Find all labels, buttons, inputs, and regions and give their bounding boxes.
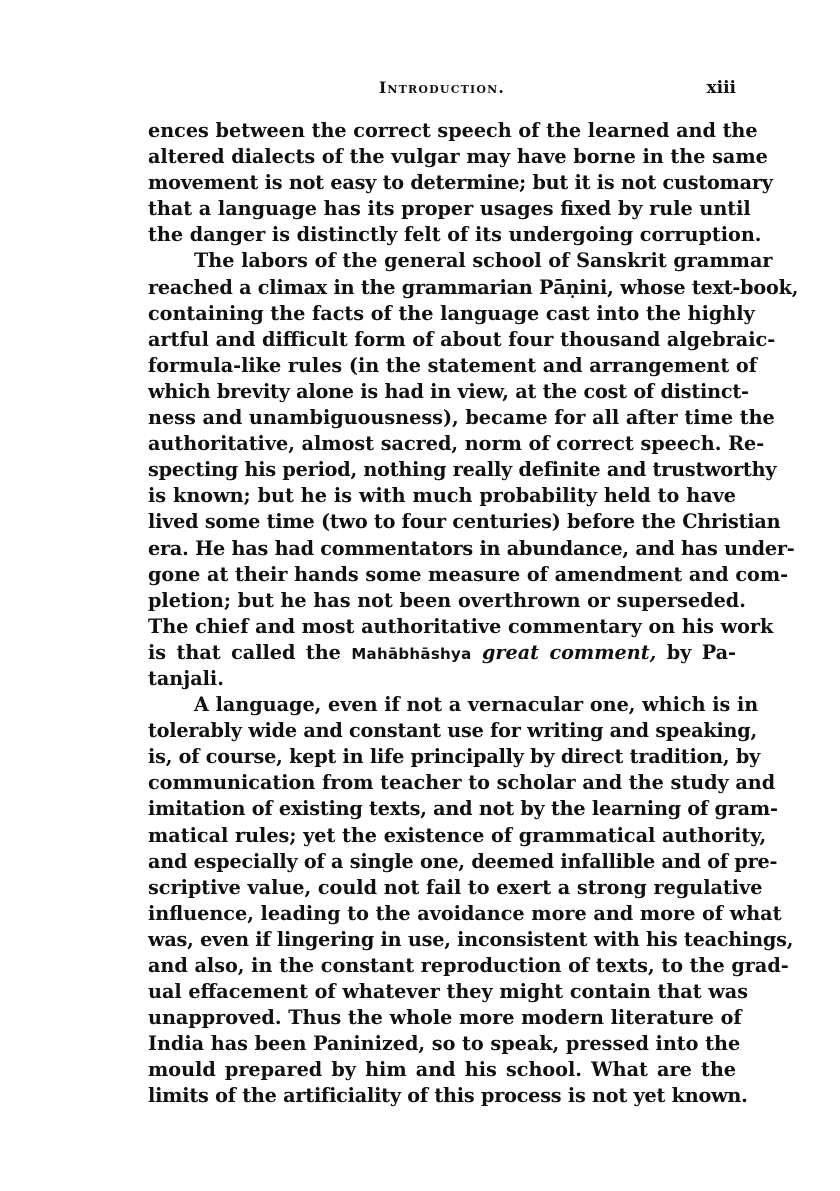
- text-line: movement is not easy to determine; but it is not customary: [148, 171, 773, 195]
- paragraph-first-line: A language, even if not a vernacular one, which is in: [194, 693, 759, 717]
- paragraph-first-line: The labors of the general school of Sanskrit grammar: [194, 249, 773, 273]
- line-text-before: is that called the: [148, 640, 352, 664]
- text-line: The chief and most authoritative commentary on his work: [148, 614, 774, 638]
- text-line: the danger is distinctly felt of its undergoing corruption.: [148, 223, 762, 247]
- text-line: artful and difficult form of about four thousand algebraic-: [148, 327, 776, 351]
- text-line: gone at their hands some measure of amendment and com-: [148, 562, 789, 586]
- text-line: and also, in the constant reproduction of texts, to the grad-: [148, 954, 789, 977]
- text-line: ness and unambiguousness), became for all after time the: [148, 406, 775, 430]
- body-text: [148, 118, 799, 1110]
- text-line: matical rules; yet the existence of grammatical authority,: [148, 823, 767, 847]
- text-line: ual effacement of whatever they might contain that was: [148, 980, 749, 1004]
- text-line: [148, 640, 736, 666]
- text-line: reached a climax in the grammarian Pāṇini, whose text-book,: [148, 275, 799, 299]
- text-line: tolerably wide and constant use for writing and speaking,: [148, 719, 758, 743]
- sanskrit-term: Mahābhāshya: [351, 644, 472, 663]
- text-line: influence, leading to the avoidance more and more of what: [148, 901, 782, 925]
- text-line: was, even if lingering in use, inconsistent with his teachings,: [148, 927, 794, 951]
- text-line: India has been Paninized, so to speak, pressed into the: [148, 1032, 741, 1056]
- text-line: that a language has its proper usages fixed by rule until: [148, 197, 751, 221]
- text-line: scriptive value, could not fail to exert a strong regulative: [148, 875, 763, 899]
- text-line: pletion; but he has not been overthrown or superseded.: [148, 588, 746, 612]
- text-line: altered dialects of the vulgar may have borne in the same: [148, 145, 768, 169]
- running-title: Introduction.: [378, 78, 506, 97]
- line-text-after: by Pa-: [656, 640, 737, 664]
- text-line: authoritative, almost sacred, norm of correct speech. Re-: [148, 432, 765, 456]
- text-line: ences between the correct speech of the learned and the: [148, 119, 758, 142]
- text-line: specting his period, nothing really definite and trustworthy: [148, 458, 777, 482]
- text-line: imitation of existing texts, and not by the learning of gram-: [148, 797, 778, 821]
- text-line: lived some time (two to four centuries) before the Christian: [148, 510, 781, 534]
- text-line: and especially of a single one, deemed infallible and of pre-: [148, 849, 778, 873]
- text-line: formula-like rules (in the statement and arrangement of: [148, 353, 757, 377]
- text-line: which brevity alone is had in view, at the cost of distinct-: [148, 379, 749, 403]
- text-line: communication from teacher to scholar and the study and: [148, 771, 776, 795]
- page-number: xiii: [706, 78, 736, 98]
- running-head: [148, 78, 736, 104]
- text-line: is, of course, kept in life principally by direct tradition, by: [148, 745, 761, 769]
- text-line: limits of the artificiality of this process is not yet known.: [148, 1084, 748, 1108]
- text-line: tanjali.: [148, 666, 224, 690]
- term-gloss: great comment,: [481, 640, 657, 664]
- text-line: unapproved. Thus the whole more modern literature of: [148, 1006, 742, 1030]
- text-line: mould prepared by him and his school. What are the: [148, 1058, 736, 1082]
- text-line: containing the facts of the language cast into the highly: [148, 301, 755, 325]
- text-line: era. He has had commentators in abundance, and has under-: [148, 536, 795, 560]
- text-line: is known; but he is with much probability held to have: [148, 484, 736, 508]
